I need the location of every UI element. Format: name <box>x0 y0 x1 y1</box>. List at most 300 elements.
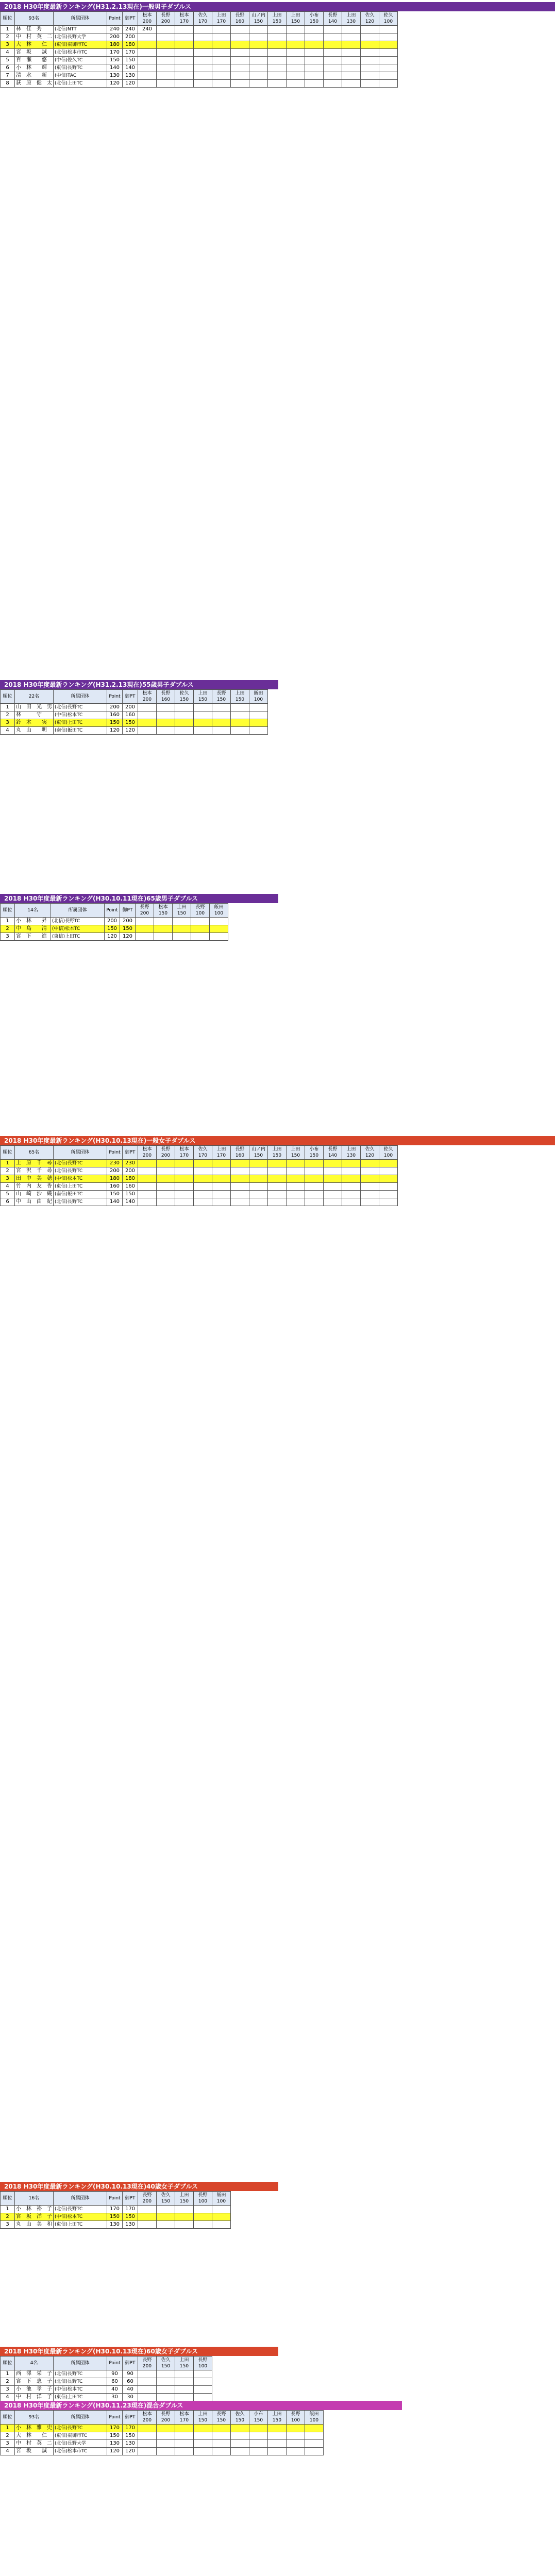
points-cell: 200 <box>123 1167 138 1175</box>
points-cell <box>361 33 379 41</box>
points-cell <box>138 2432 157 2440</box>
table-row <box>1 64 398 72</box>
table-row <box>1 1191 398 1198</box>
column-header: 長野 100 <box>194 2192 212 2206</box>
points-cell: 180 <box>107 1175 123 1183</box>
column-header: 御PT <box>123 2192 138 2206</box>
points-cell: 180 <box>123 41 138 49</box>
column-header: 上田 150 <box>287 12 305 26</box>
column-header: 16名 <box>15 2192 54 2206</box>
points-cell <box>268 49 287 57</box>
points-cell <box>324 1183 342 1191</box>
points-cell <box>305 49 324 57</box>
points-cell: 150 <box>107 57 123 64</box>
column-header: 順位 <box>1 12 15 26</box>
points-cell <box>212 704 231 711</box>
points-cell <box>157 1183 175 1191</box>
column-header: 佐久 100 <box>379 12 398 26</box>
points-cell <box>175 2370 194 2378</box>
points-cell <box>138 1160 157 1167</box>
points-cell <box>194 2378 212 2386</box>
points-cell <box>175 2432 194 2440</box>
points-cell <box>194 2386 212 2394</box>
points-cell <box>324 1175 342 1183</box>
table-header-row <box>1 2357 212 2370</box>
rank-cell: 3 <box>1 1175 15 1183</box>
points-cell <box>138 41 157 49</box>
club-name: (中信)松本TC <box>54 711 107 719</box>
ranking-table <box>0 903 228 941</box>
table-row <box>1 2425 324 2432</box>
column-header: 上田 150 <box>268 1146 287 1160</box>
table-row <box>1 918 228 925</box>
points-cell: 170 <box>107 2425 123 2432</box>
rank-cell: 3 <box>1 41 15 49</box>
points-cell <box>287 57 305 64</box>
points-cell <box>231 1183 249 1191</box>
rank-cell: 8 <box>1 80 15 88</box>
column-header: 順位 <box>1 2411 15 2425</box>
points-cell <box>287 2440 305 2448</box>
points-cell <box>175 1183 194 1191</box>
column-header: 上田 150 <box>194 2411 212 2425</box>
points-cell <box>268 1183 287 1191</box>
points-cell <box>324 57 342 64</box>
player-name: 山 田 光 男 <box>15 704 54 711</box>
points-cell <box>212 727 231 735</box>
column-header: 上田 170 <box>212 12 231 26</box>
player-name: 宮 下 進 <box>15 933 51 941</box>
column-header: 長野 160 <box>231 12 249 26</box>
points-cell <box>231 2425 249 2432</box>
points-cell <box>231 711 249 719</box>
table-row <box>1 2370 212 2378</box>
table-row <box>1 2440 324 2448</box>
points-cell <box>342 64 361 72</box>
player-name: 丸 山 明 <box>15 727 54 735</box>
points-cell <box>231 64 249 72</box>
points-cell <box>268 26 287 33</box>
points-cell <box>305 1191 324 1198</box>
table-header-row <box>1 2192 231 2206</box>
ranking-table <box>0 689 268 735</box>
column-header: 順位 <box>1 904 15 918</box>
points-cell <box>361 1191 379 1198</box>
points-cell <box>379 57 398 64</box>
column-header: 順位 <box>1 2357 15 2370</box>
points-cell <box>194 1160 212 1167</box>
points-cell <box>138 1175 157 1183</box>
points-cell: 150 <box>123 719 138 727</box>
points-cell: 140 <box>123 1198 138 1206</box>
points-cell: 240 <box>107 26 123 33</box>
column-header: 上田 130 <box>342 1146 361 1160</box>
points-cell <box>379 26 398 33</box>
points-cell <box>157 41 175 49</box>
points-cell: 150 <box>107 719 123 727</box>
points-cell: 40 <box>107 2386 123 2394</box>
points-cell <box>138 2425 157 2432</box>
points-cell <box>175 2221 194 2229</box>
column-header: Point <box>107 12 123 26</box>
rank-cell: 7 <box>1 72 15 80</box>
points-cell <box>175 2448 194 2455</box>
points-cell <box>212 72 231 80</box>
points-cell: 150 <box>123 2432 138 2440</box>
points-cell <box>231 1175 249 1183</box>
column-header: 所属団体 <box>54 12 107 26</box>
player-name: 林 守 <box>15 711 54 719</box>
points-cell <box>305 1167 324 1175</box>
points-cell <box>212 1175 231 1183</box>
points-cell <box>342 1167 361 1175</box>
table-header-row <box>1 1146 398 1160</box>
points-cell <box>249 1191 268 1198</box>
points-cell <box>194 711 212 719</box>
points-cell: 240 <box>123 26 138 33</box>
points-cell: 120 <box>123 80 138 88</box>
club-name: (北信)NTT <box>54 26 107 33</box>
points-cell <box>268 1175 287 1183</box>
points-cell: 200 <box>123 704 138 711</box>
points-cell <box>138 2213 157 2221</box>
column-header: 長野 200 <box>138 2357 157 2370</box>
points-cell <box>324 49 342 57</box>
section-title: 2018 H30年度最新ランキング(H30.11.23現在)混合ダブルス <box>0 2401 402 2410</box>
points-cell: 230 <box>123 1160 138 1167</box>
points-cell: 150 <box>123 2213 138 2221</box>
points-cell: 200 <box>105 918 120 925</box>
points-cell <box>249 64 268 72</box>
club-name: (中信)松本TC <box>54 2213 107 2221</box>
points-cell <box>194 1183 212 1191</box>
rank-cell: 2 <box>1 711 15 719</box>
points-cell <box>157 711 175 719</box>
points-cell <box>138 2394 157 2401</box>
points-cell <box>231 57 249 64</box>
ranking-section-s6 <box>0 2347 555 2401</box>
player-name: 小 林 昇 <box>15 918 51 925</box>
rank-cell: 1 <box>1 704 15 711</box>
points-cell: 150 <box>120 925 136 933</box>
points-cell <box>379 1167 398 1175</box>
points-cell: 170 <box>123 2206 138 2213</box>
points-cell <box>194 2425 212 2432</box>
points-cell <box>342 80 361 88</box>
points-cell <box>342 1198 361 1206</box>
points-cell: 120 <box>107 727 123 735</box>
column-header: 松本 200 <box>138 12 157 26</box>
column-header: 上田 170 <box>212 1146 231 1160</box>
points-cell <box>175 57 194 64</box>
column-header: 佐久 150 <box>157 2192 175 2206</box>
column-header: 御PT <box>120 904 136 918</box>
points-cell <box>249 1198 268 1206</box>
club-name: (北信)長野TC <box>54 704 107 711</box>
points-cell <box>136 918 154 925</box>
rank-cell: 5 <box>1 1191 15 1198</box>
column-header: 上田 130 <box>342 12 361 26</box>
column-header: 飯田 100 <box>212 2192 231 2206</box>
points-cell <box>268 1198 287 1206</box>
points-cell <box>268 33 287 41</box>
table-row <box>1 2448 324 2455</box>
points-cell <box>212 719 231 727</box>
rank-cell: 1 <box>1 26 15 33</box>
points-cell <box>194 727 212 735</box>
points-cell: 150 <box>123 57 138 64</box>
column-header: 松本 200 <box>138 1146 157 1160</box>
table-row <box>1 1198 398 1206</box>
column-header: 14名 <box>15 904 51 918</box>
points-cell: 30 <box>123 2394 138 2401</box>
column-header: 長野 100 <box>191 904 210 918</box>
points-cell <box>249 57 268 64</box>
points-cell <box>268 41 287 49</box>
points-cell <box>157 1167 175 1175</box>
points-cell <box>138 1198 157 1206</box>
club-name: (東信)東御市TC <box>54 41 107 49</box>
points-cell <box>194 2213 212 2221</box>
points-cell <box>194 80 212 88</box>
points-cell <box>361 49 379 57</box>
points-cell: 170 <box>123 2425 138 2432</box>
points-cell <box>287 1198 305 1206</box>
points-cell <box>231 727 249 735</box>
column-header: 上田 150 <box>175 2192 194 2206</box>
player-name: 西 澤 栄 子 <box>15 2370 54 2378</box>
column-header: 上田 150 <box>231 690 249 704</box>
points-cell: 130 <box>123 72 138 80</box>
rank-cell: 2 <box>1 925 15 933</box>
points-cell: 140 <box>107 1198 123 1206</box>
points-cell <box>361 41 379 49</box>
table-header-row <box>1 690 268 704</box>
section-title: 2018 H30年度最新ランキング(H30.10.13現在)40歳女子ダブルス <box>0 2182 278 2191</box>
column-header: Point <box>105 904 120 918</box>
points-cell <box>212 2432 231 2440</box>
column-header: 松本 170 <box>175 12 194 26</box>
player-name: 大 林 仁 <box>15 2432 54 2440</box>
points-cell <box>268 2440 287 2448</box>
points-cell <box>175 80 194 88</box>
player-name: 中 山 由 紀 <box>15 1198 54 1206</box>
points-cell <box>249 41 268 49</box>
rank-cell: 5 <box>1 57 15 64</box>
points-cell <box>305 2448 324 2455</box>
points-cell <box>157 2448 175 2455</box>
points-cell <box>175 26 194 33</box>
points-cell <box>157 2394 175 2401</box>
points-cell <box>175 711 194 719</box>
rank-cell: 3 <box>1 2440 15 2448</box>
rank-cell: 3 <box>1 2221 15 2229</box>
points-cell <box>305 33 324 41</box>
column-header: 長野 140 <box>324 1146 342 1160</box>
ranking-section-s3 <box>0 894 555 941</box>
points-cell <box>268 1160 287 1167</box>
points-cell <box>361 1183 379 1191</box>
points-cell <box>268 1191 287 1198</box>
points-cell <box>268 2425 287 2432</box>
points-cell <box>268 1167 287 1175</box>
column-header: 松本 200 <box>138 2411 157 2425</box>
player-name: 宮 下 恵 子 <box>15 2378 54 2386</box>
points-cell <box>210 933 228 941</box>
section-title: 2018 H30年度最新ランキング(H30.10.13現在)60歳女子ダブルス <box>0 2347 278 2356</box>
section-title: 2018 H30年度最新ランキング(H31.2.13現在)55歳男子ダブルス <box>0 680 278 689</box>
rank-cell: 4 <box>1 727 15 735</box>
points-cell <box>249 33 268 41</box>
column-header: 佐久 150 <box>231 2411 249 2425</box>
column-header: 上田 150 <box>287 1146 305 1160</box>
points-cell <box>268 72 287 80</box>
club-name: (北信)長野TC <box>51 918 105 925</box>
points-cell <box>138 64 157 72</box>
rank-cell: 1 <box>1 2425 15 2432</box>
points-cell <box>361 72 379 80</box>
points-cell <box>212 711 231 719</box>
points-cell <box>305 1183 324 1191</box>
club-name: (北信)長野大学 <box>54 33 107 41</box>
club-name: (東信)上田TC <box>54 1183 107 1191</box>
points-cell <box>268 2448 287 2455</box>
points-cell: 60 <box>123 2378 138 2386</box>
points-cell: 150 <box>105 925 120 933</box>
points-cell <box>175 72 194 80</box>
points-cell: 200 <box>107 1167 123 1175</box>
points-cell <box>194 2370 212 2378</box>
column-header: 長野 200 <box>157 1146 175 1160</box>
points-cell <box>175 2213 194 2221</box>
column-header: 順位 <box>1 690 15 704</box>
club-name: (東信)上田TC <box>54 2394 107 2401</box>
points-cell <box>231 1160 249 1167</box>
points-cell <box>194 41 212 49</box>
points-cell <box>287 49 305 57</box>
points-cell: 130 <box>107 2440 123 2448</box>
table-row <box>1 711 268 719</box>
points-cell <box>249 72 268 80</box>
table-row <box>1 2432 324 2440</box>
points-cell <box>157 72 175 80</box>
points-cell <box>138 72 157 80</box>
points-cell <box>154 925 173 933</box>
points-cell <box>212 26 231 33</box>
points-cell <box>361 1167 379 1175</box>
points-cell <box>212 64 231 72</box>
points-cell <box>342 49 361 57</box>
points-cell: 30 <box>107 2394 123 2401</box>
table-row <box>1 72 398 80</box>
player-name: 宮 坂 誠 <box>15 49 54 57</box>
club-name: (北信)松本市TC <box>54 2448 107 2455</box>
points-cell <box>138 1167 157 1175</box>
points-cell <box>175 41 194 49</box>
points-cell <box>379 72 398 80</box>
points-cell <box>194 2221 212 2229</box>
player-name: 丸 山 美 和 <box>15 2221 54 2229</box>
ranking-table <box>0 11 398 88</box>
points-cell <box>231 1167 249 1175</box>
player-name: 宮 坂 洋 子 <box>15 2213 54 2221</box>
points-cell <box>138 727 157 735</box>
points-cell <box>175 1167 194 1175</box>
column-header: 長野 200 <box>157 2411 175 2425</box>
points-cell <box>138 80 157 88</box>
points-cell <box>175 2206 194 2213</box>
player-name: 小 林 雅 史 <box>15 2425 54 2432</box>
ranking-table <box>0 2191 231 2229</box>
points-cell: 130 <box>107 2221 123 2229</box>
points-cell <box>138 57 157 64</box>
points-cell <box>305 64 324 72</box>
points-cell <box>342 57 361 64</box>
points-cell <box>210 918 228 925</box>
club-name: (東信)東御市TC <box>54 2432 107 2440</box>
table-row <box>1 2221 231 2229</box>
points-cell: 130 <box>107 72 123 80</box>
club-name: (北信)上田TC <box>54 80 107 88</box>
points-cell <box>212 2206 231 2213</box>
points-cell <box>175 1160 194 1167</box>
column-header: Point <box>107 690 123 704</box>
points-cell: 150 <box>107 2213 123 2221</box>
points-cell <box>324 41 342 49</box>
points-cell <box>361 1175 379 1183</box>
points-cell: 230 <box>107 1160 123 1167</box>
column-header: 松本 150 <box>154 904 173 918</box>
rank-cell: 3 <box>1 719 15 727</box>
column-header: 長野 100 <box>287 2411 305 2425</box>
points-cell <box>191 918 210 925</box>
rank-cell: 1 <box>1 918 15 925</box>
club-name: (中信)TAC <box>54 72 107 80</box>
points-cell <box>249 2425 268 2432</box>
points-cell: 120 <box>107 80 123 88</box>
points-cell: 140 <box>107 64 123 72</box>
points-cell <box>324 33 342 41</box>
points-cell <box>249 2448 268 2455</box>
points-cell: 120 <box>123 727 138 735</box>
points-cell: 240 <box>138 26 157 33</box>
club-name: (中信)佐久TC <box>54 57 107 64</box>
points-cell <box>324 1160 342 1167</box>
points-cell: 160 <box>123 711 138 719</box>
column-header: 佐久 120 <box>361 12 379 26</box>
points-cell <box>138 1183 157 1191</box>
points-cell <box>157 33 175 41</box>
table-row <box>1 33 398 41</box>
points-cell <box>305 41 324 49</box>
points-cell <box>379 64 398 72</box>
points-cell <box>175 2440 194 2448</box>
column-header: 山ノ内 150 <box>249 12 268 26</box>
ranking-section-s4 <box>0 1136 555 1206</box>
table-row <box>1 1167 398 1175</box>
points-cell <box>173 918 191 925</box>
table-header-row <box>1 12 398 26</box>
points-cell <box>175 49 194 57</box>
points-cell <box>175 2386 194 2394</box>
points-cell <box>212 2213 231 2221</box>
column-header: 御PT <box>123 2357 138 2370</box>
points-cell <box>231 704 249 711</box>
club-name: (中信)松本TC <box>54 2386 107 2394</box>
points-cell <box>191 933 210 941</box>
table-row <box>1 1183 398 1191</box>
points-cell <box>324 1191 342 1198</box>
